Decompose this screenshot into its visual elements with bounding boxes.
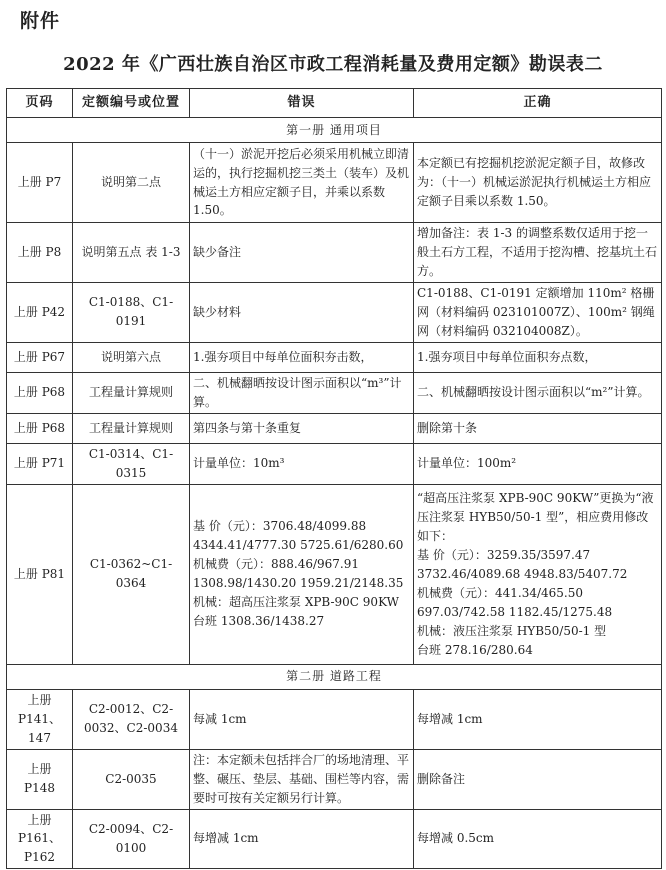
cell-location: C2-0012、C2-0032、C2-0034 [73,689,190,749]
cell-correct: 增加备注：表 1-3 的调整系数仅适用于挖一般土石方工程，不适用于挖沟槽、挖基坑土石方。 [414,223,662,283]
header-correct: 正确 [414,89,662,118]
cell-error: 计量单位：10m³ [190,443,414,484]
cell-page: 上册 P42 [7,283,73,343]
cell-page: 上册 P7 [7,143,73,223]
table-row [7,223,662,283]
table-row [7,484,662,664]
table-row [7,809,662,869]
table-row [7,283,662,343]
cell-page: 上册 P68 [7,413,73,443]
cell-page: 上册 P81 [7,484,73,664]
cell-correct: 计量单位：100m² [414,443,662,484]
cell-correct: 二、机械翻晒按设计图示面积以“m²”计算。 [414,372,662,413]
cell-page: 上册 P71 [7,443,73,484]
cell-page: 上册 P68 [7,372,73,413]
section-title: 第二册 道路工程 [7,664,662,689]
cell-error: 注：本定额未包括拌合厂的场地清理、平整、碾压、垫层、基础、围栏等内容，需要时可按有关定额另行计算。 [190,749,414,809]
cell-location: C1-0188、C1-0191 [73,283,190,343]
cell-error: （十一）淤泥开挖后必须采用机械立即清运的，执行挖掘机挖三类土（装车）及机械运土方相应定额子目，并乘以系数 1.50。 [190,143,414,223]
table-row [7,342,662,372]
table-row [7,143,662,223]
cell-location: 说明第六点 [73,342,190,372]
cell-error: 缺少备注 [190,223,414,283]
cell-correct: 删除备注 [414,749,662,809]
table-row [7,372,662,413]
table-header-row [7,89,662,118]
cell-page: 上册 P67 [7,342,73,372]
table-row [7,413,662,443]
cell-page: 上册 P8 [7,223,73,283]
cell-location: 说明第五点 表 1-3 [73,223,190,283]
cell-correct: 1.强夯项目中每单位面积夯点数， [414,342,662,372]
header-page: 页码 [7,89,73,118]
header-error: 错误 [190,89,414,118]
attachment-label: 附件 [20,10,61,32]
header-location: 定额编号或位置 [73,89,190,118]
cell-correct: 删除第十条 [414,413,662,443]
cell-page: 上册 P161、 P162 [7,809,73,869]
cell-location: C1-0314、C1-0315 [73,443,190,484]
cell-correct: 每增减 0.5cm [414,809,662,869]
cell-error: 1.强夯项目中每单位面积夯击数， [190,342,414,372]
errata-table [6,88,662,869]
cell-page: 上册 P141、147 [7,689,73,749]
cell-location: C1-0362~C1-0364 [73,484,190,664]
cell-error: 基 价（元）：3706.48/4099.88 4344.41/4777.30 5725.61/6280.60 机械费（元）：888.46/967.91 1308.98/1430.20 1959.21/2148.35 机械：超高压注浆泵 XPB-90C 90KW 台班 1308.36/1438.27 [190,484,414,664]
cell-correct: “超高压注浆泵 XPB-90C 90KW”更换为“液压注浆泵 HYB50/50-1 型”，相应费用修改如下： 基 价（元）：3259.35/3597.47 3732.46/4089.68 4948.83/5407.72 机械费（元）：441.34/465.50 697.03/742.58 1182.45/1275.48 机械：液压注浆泵 HYB50/50-1 型 台班 278.16/280.64 [414,484,662,664]
cell-page: 上册 P148 [7,749,73,809]
document-title: 2022 年《广西壮族自治区市政工程消耗量及费用定额》勘误表二 [63,54,603,75]
cell-location: C2-0035 [73,749,190,809]
table-row [7,443,662,484]
cell-error: 二、机械翻晒按设计图示面积以“m³”计算。 [190,372,414,413]
cell-location: 工程量计算规则 [73,413,190,443]
cell-error: 第四条与第十条重复 [190,413,414,443]
table-row [7,749,662,809]
section-title: 第一册 通用项目 [7,118,662,143]
cell-correct: 本定额已有挖掘机挖淤泥定额子目，故修改为：（十一）机械运淤泥执行机械运土方相应定额子目乘以系数 1.50。 [414,143,662,223]
cell-location: 说明第二点 [73,143,190,223]
cell-location: C2-0094、C2-0100 [73,809,190,869]
table-row [7,689,662,749]
cell-location: 工程量计算规则 [73,372,190,413]
cell-correct: C1-0188、C1-0191 定额增加 110m² 格栅网（材料编码 023101007Z）、100m² 钢绳网（材料编码 032104008Z）。 [414,283,662,343]
cell-error: 每增减 1cm [190,809,414,869]
cell-correct: 每增减 1cm [414,689,662,749]
section-row [7,664,662,689]
cell-error: 每减 1cm [190,689,414,749]
section-row [7,118,662,143]
cell-error: 缺少材料 [190,283,414,343]
